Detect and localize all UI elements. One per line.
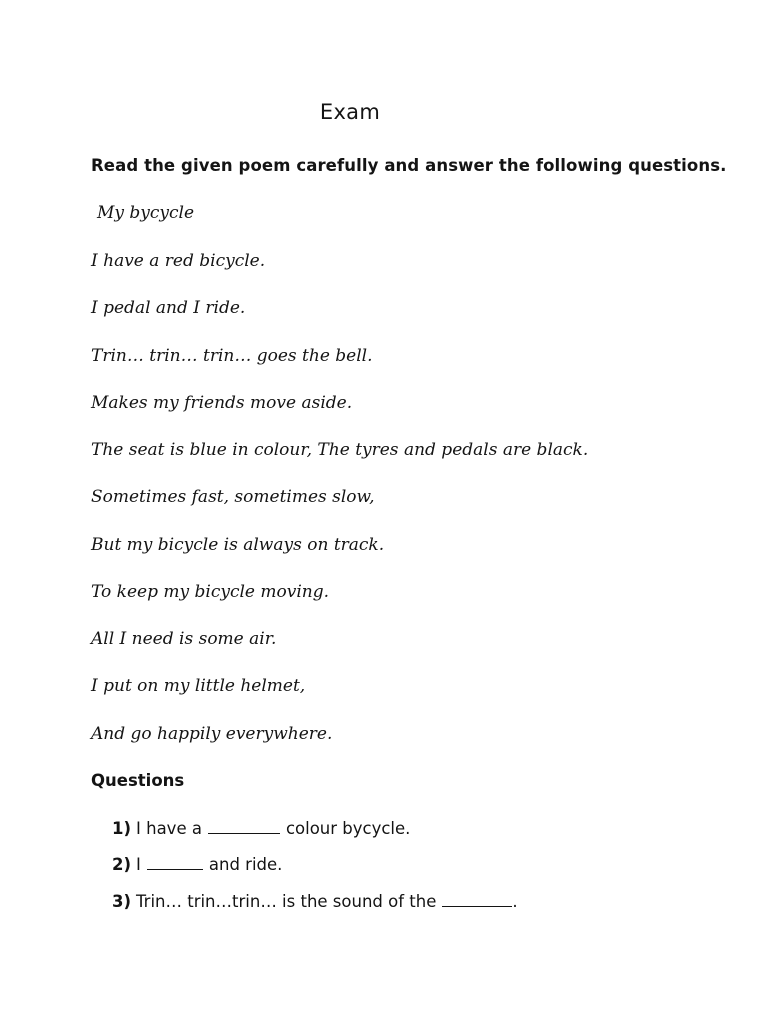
poem-line: But my bicycle is always on track. bbox=[91, 535, 385, 555]
poem-line: I put on my little helmet, bbox=[91, 676, 306, 696]
page-title: Exam bbox=[319, 100, 381, 124]
question-number: 2) bbox=[112, 855, 132, 874]
question-text-before: I have a bbox=[136, 819, 202, 838]
poem-line: To keep my bicycle moving. bbox=[91, 582, 329, 602]
question-text-before: I bbox=[136, 855, 141, 874]
question-text-after: colour bycycle. bbox=[285, 819, 411, 838]
instruction-text: Read the given poem carefully and answer the following questions. bbox=[91, 156, 727, 175]
question-text-after: and ride. bbox=[208, 855, 283, 874]
answer-blank bbox=[442, 892, 512, 907]
answer-blank bbox=[208, 819, 280, 834]
poem-line: And go happily everywhere. bbox=[91, 724, 333, 744]
question-1 bbox=[112, 819, 410, 838]
poem-line: Sometimes fast, sometimes slow, bbox=[91, 487, 375, 507]
poem-line: All I need is some air. bbox=[91, 629, 277, 649]
poem-line: I pedal and I ride. bbox=[91, 298, 246, 318]
question-text-after: . bbox=[512, 892, 518, 911]
answer-blank bbox=[147, 855, 203, 870]
question-text-before: Trin… trin…trin… is the sound of the bbox=[136, 892, 437, 911]
poem-line: I have a red bicycle. bbox=[91, 251, 266, 271]
question-2 bbox=[112, 855, 282, 874]
question-number: 1) bbox=[112, 819, 132, 838]
question-number: 3) bbox=[112, 892, 132, 911]
questions-heading: Questions bbox=[91, 771, 185, 790]
question-3 bbox=[112, 892, 518, 911]
poem-title: My bycycle bbox=[97, 203, 195, 223]
poem-line: Makes my friends move aside. bbox=[91, 393, 353, 413]
poem-line: Trin… trin… trin… goes the bell. bbox=[91, 346, 373, 366]
poem-line: The seat is blue in colour, The tyres and pedals are black. bbox=[91, 440, 589, 460]
